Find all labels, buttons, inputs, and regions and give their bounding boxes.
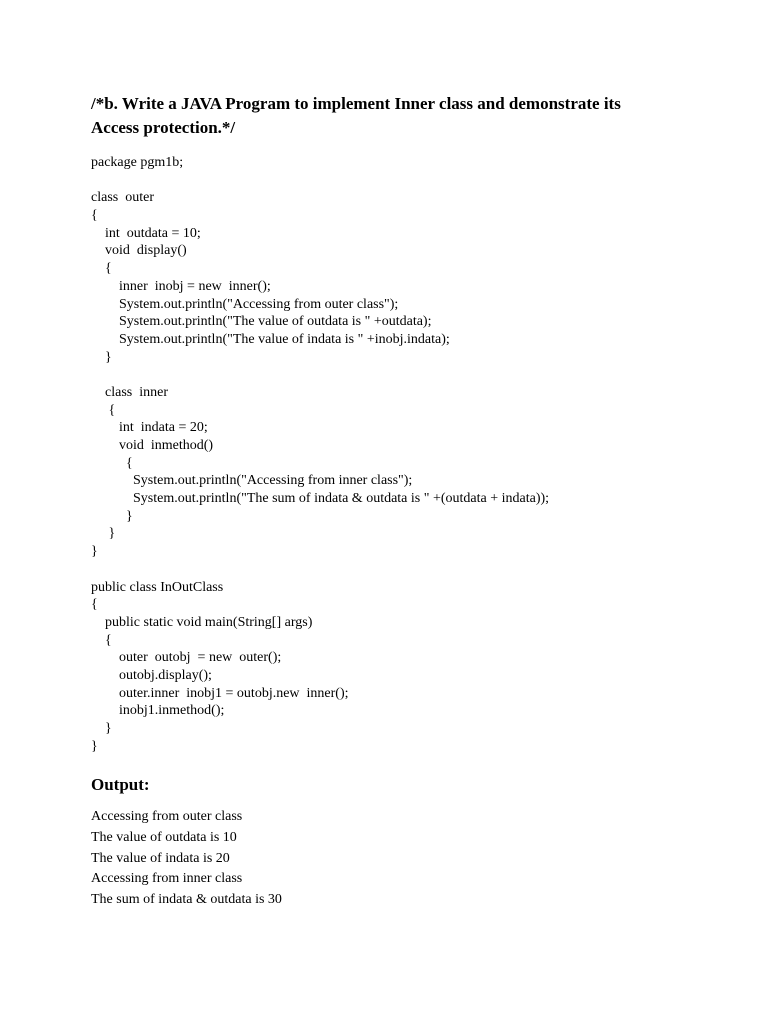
code-line	[91, 561, 549, 579]
code-line: System.out.println("Accessing from outer class");	[91, 296, 399, 312]
code-line: System.out.println("The value of outdata is " +outdata);	[91, 314, 432, 330]
output-heading: Output:	[91, 775, 150, 794]
code-line: }	[91, 721, 112, 736]
code-line: outobj.display();	[91, 667, 212, 683]
code-line: class inner	[91, 384, 168, 400]
code-line: }	[91, 526, 116, 542]
document-title	[91, 92, 731, 140]
code-line: {	[91, 597, 98, 613]
code-line: }	[91, 738, 98, 754]
code-line: {	[91, 261, 112, 277]
code-line: {	[91, 208, 98, 224]
code-line	[91, 172, 549, 190]
code-line: {	[91, 402, 116, 418]
code-listing	[91, 154, 549, 755]
code-line: int indata = 20;	[91, 420, 208, 436]
code-line: void display()	[91, 243, 187, 259]
code-line: {	[91, 455, 133, 471]
code-line: System.out.println("Accessing from inner class");	[91, 473, 413, 489]
output-line: Accessing from outer class	[91, 809, 243, 824]
code-line: public static void main(String[] args)	[91, 614, 313, 630]
output-line: The value of indata is 20	[91, 850, 230, 866]
code-line: outer.inner inobj1 = outobj.new inner();	[91, 685, 349, 701]
output-line: Accessing from inner class	[91, 871, 243, 887]
code-line: int outdata = 10;	[91, 225, 201, 241]
code-line: class outer	[91, 190, 154, 206]
code-line: inner inobj = new inner();	[91, 278, 271, 294]
code-line: }	[91, 349, 112, 365]
output-line: The sum of indata & outdata is 30	[91, 892, 282, 908]
code-line: public class InOutClass	[91, 579, 224, 595]
title-line-2: Access protection.*/	[91, 118, 236, 137]
code-line	[91, 366, 549, 384]
code-line: inobj1.inmethod();	[91, 703, 225, 719]
output-line: The value of outdata is 10	[91, 829, 237, 845]
code-line: outer outobj = new outer();	[91, 650, 282, 666]
code-line: {	[91, 632, 112, 648]
code-line: package pgm1b;	[91, 155, 184, 170]
code-line: }	[91, 544, 98, 560]
program-output	[91, 807, 282, 911]
code-line: System.out.println("The sum of indata & outdata is " +(outdata + indata));	[91, 491, 550, 507]
title-line-1: /*b. Write a JAVA Program to implement Inner class and demonstrate its	[91, 94, 621, 113]
code-line: }	[91, 508, 133, 524]
code-line: void inmethod()	[91, 438, 214, 453]
code-line: System.out.println("The value of indata is " +inobj.indata);	[91, 331, 450, 347]
